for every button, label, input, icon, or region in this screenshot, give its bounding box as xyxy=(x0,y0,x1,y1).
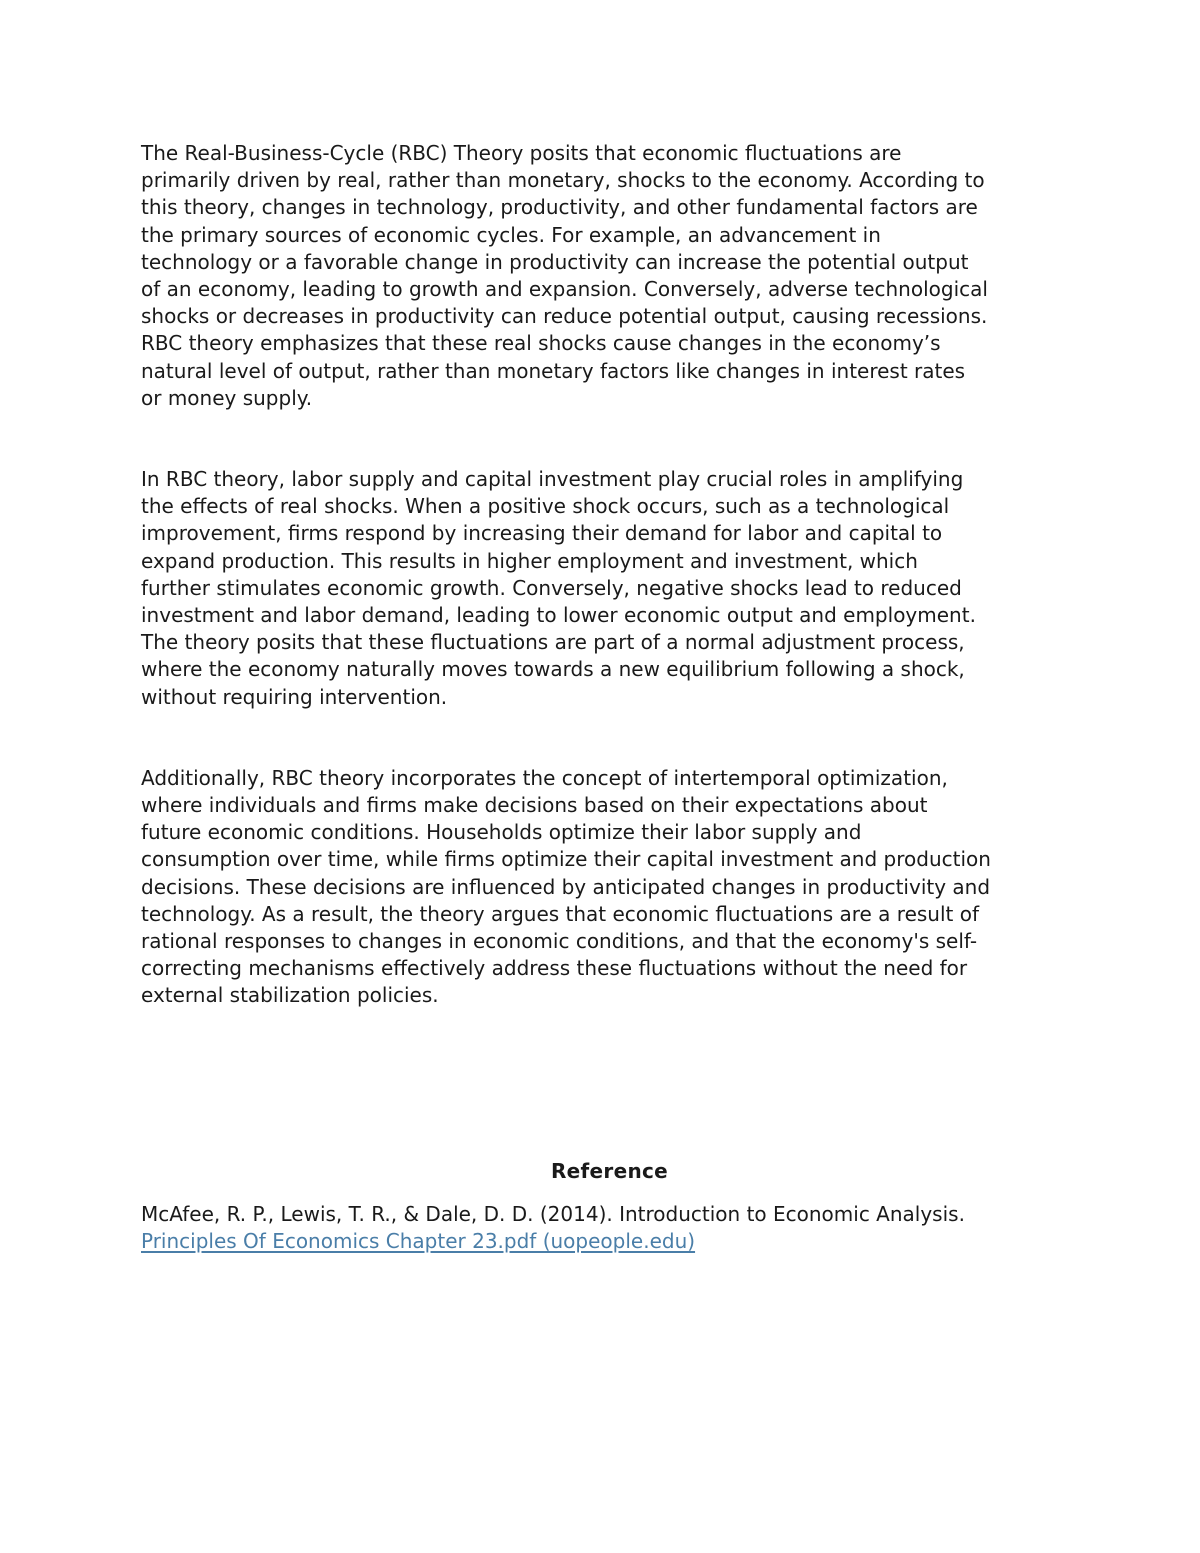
reference-citation: McAfee, R. P., Lewis, T. R., & Dale, D. D. (2014). Introduction to Economic Analysis. xyxy=(141,1202,965,1227)
reference-section xyxy=(141,1158,1066,1256)
paragraph-intertemporal: Additionally, RBC theory incorporates the concept of intertemporal optimization, where individuals and firms make decisions based on their expectations about future economic conditions. Households optimize their labor supply and consumption over time, while firms optimize their capital investment and production decisions. These decisions are influenced by anticipated changes in productivity and technology. As a result, the theory argues that economic fluctuations are a result of rational responses to changes in economic conditions, and that the economy's self- correcting mechanisms effectively address these fluctuations without the need for external stabilization policies. xyxy=(141,765,991,1008)
paragraph-labor-capital: In RBC theory, labor supply and capital investment play crucial roles in amplifying the effects of real shocks. When a positive shock occurs, such as a technological improvement, firms respond by increasing their demand for labor and capital to expand production. This results in higher employment and investment, which further stimulates economic growth. Conversely, negative shocks lead to reduced investment and labor demand, leading to lower economic output and employment. The theory posits that these fluctuations are part of a normal adjustment process, where the economy naturally moves towards a new equilibrium following a shock, without requiring intervention. xyxy=(141,467,976,709)
reference-heading: Reference xyxy=(550,1159,669,1183)
reference-link[interactable]: Principles Of Economics Chapter 23.pdf (uopeople.edu) xyxy=(141,1229,696,1254)
paragraph-rbc-overview: The Real-Business-Cycle (RBC) Theory posits that economic fluctuations are primarily driven by real, rather than monetary, shocks to the economy. According to this theory, changes in technology, productivity, and other fundamental factors are the primary sources of economic cycles. For example, an advancement in technology or a favorable change in productivity can increase the potential output of an economy, leading to growth and expansion. Conversely, adverse technological shocks or decreases in productivity can reduce potential output, causing recessions. RBC theory emphasizes that these real shocks cause changes in the economy’s natural level of output, rather than monetary factors like changes in interest rates or money supply. xyxy=(141,141,988,410)
document-body xyxy=(141,140,1066,1010)
